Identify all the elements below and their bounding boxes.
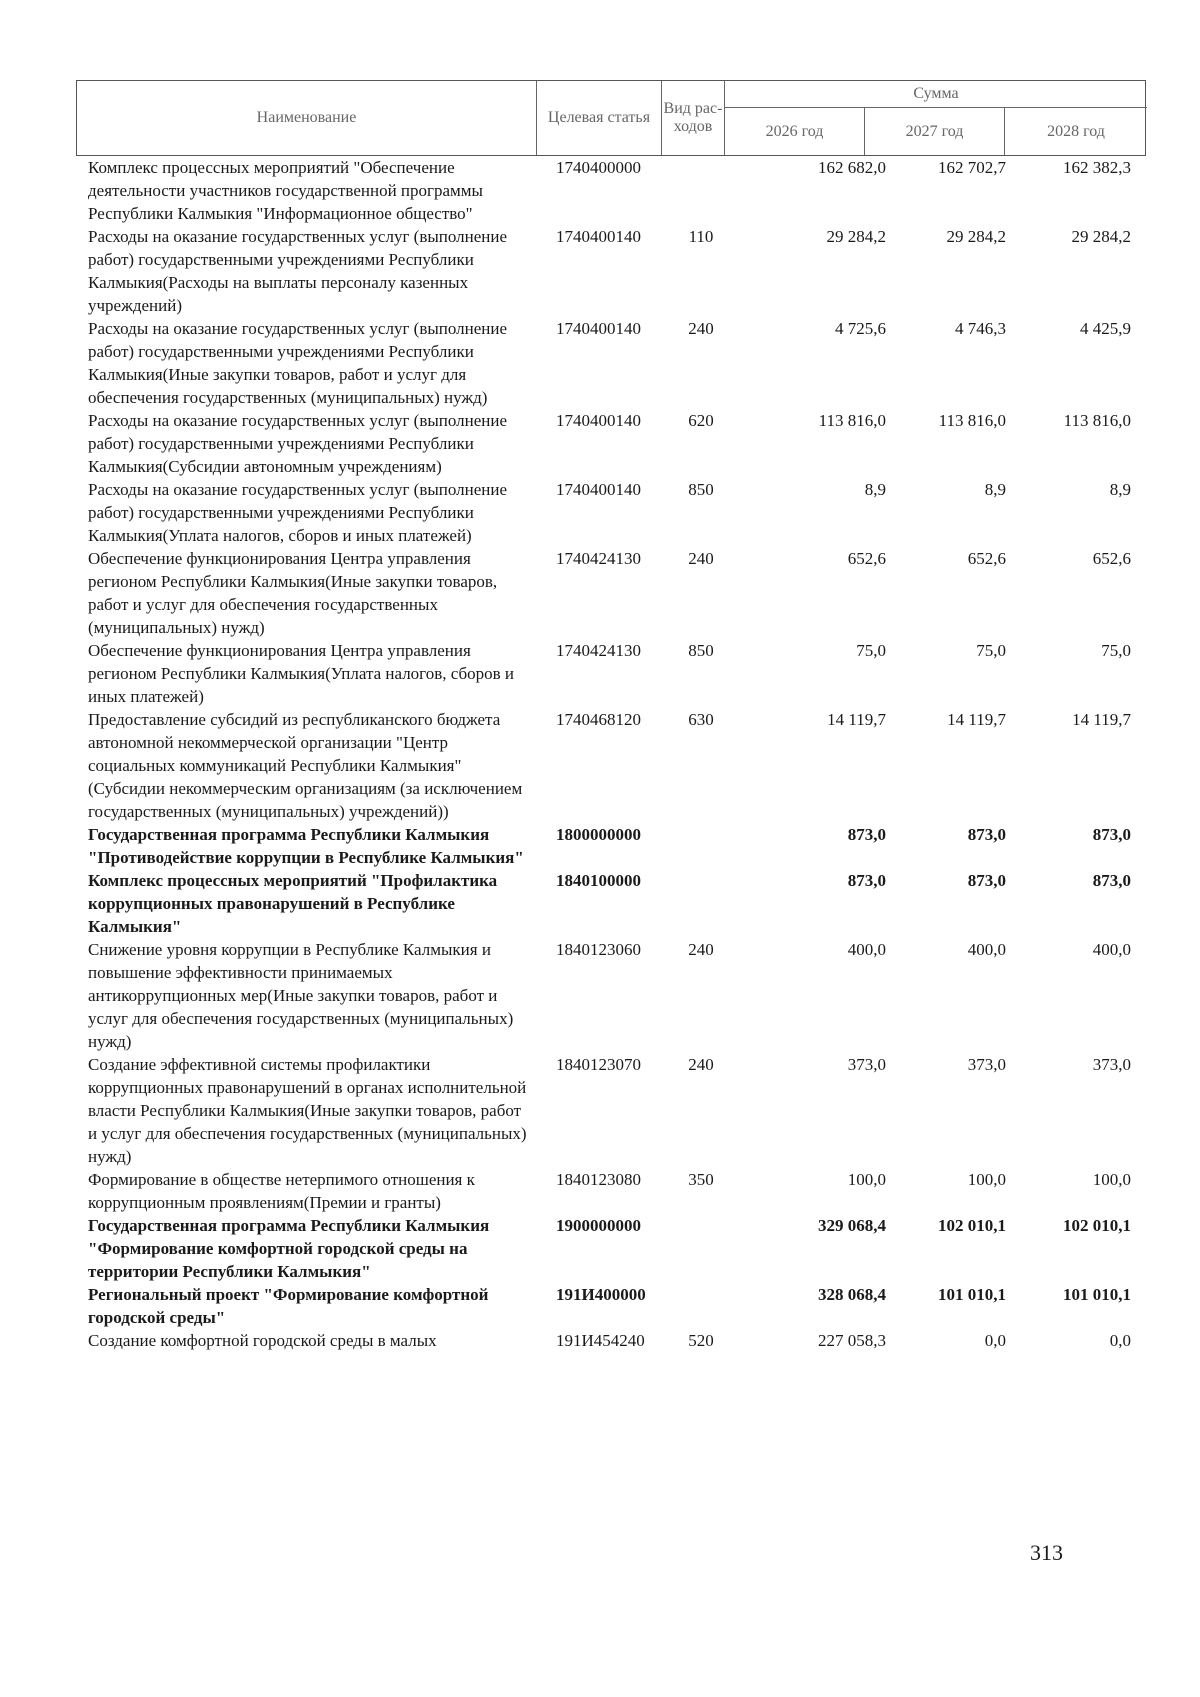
row-value-2026: 652,6 [847, 549, 886, 568]
row-vid: 630 [688, 710, 714, 729]
table-row [76, 869, 1146, 938]
header-name: Наименование [77, 81, 537, 155]
table-row [76, 317, 1146, 409]
page-number: 313 [1030, 1540, 1063, 1565]
row-vid: 240 [688, 1055, 714, 1074]
table-row [76, 478, 1146, 547]
row-value-2027: 100,0 [967, 1170, 1006, 1189]
row-value-2026: 4 725,6 [835, 319, 886, 338]
row-value-2027: 652,6 [967, 549, 1006, 568]
row-vid: 240 [688, 549, 714, 568]
row-code: 191И454240 [556, 1331, 645, 1350]
row-value-2028: 100,0 [1092, 1170, 1131, 1189]
row-name: Обеспечение функционирования Центра управления регионом Республики Калмыкия(Уплата налогов, сборов и иных платежей) [88, 641, 515, 706]
table-row [76, 1329, 1146, 1352]
row-value-2027: 873,0 [967, 871, 1006, 890]
row-value-2027: 102 010,1 [938, 1216, 1006, 1235]
row-code: 1740400000 [556, 158, 641, 177]
row-value-2027: 113 816,0 [938, 411, 1006, 430]
row-value-2028: 0,0 [1109, 1331, 1131, 1350]
row-value-2027: 8,9 [984, 480, 1006, 499]
table-row [76, 823, 1146, 869]
row-value-2027: 400,0 [967, 940, 1006, 959]
row-value-2026: 75,0 [856, 641, 886, 660]
row-value-2028: 162 382,3 [1063, 158, 1131, 177]
row-name: Обеспечение функционирования Центра управления регионом Республики Калмыкия(Иные закупки товаров, работ и услуг для обеспечения государственных (муниципальных) нужд) [88, 549, 498, 637]
row-value-2027: 101 010,1 [938, 1285, 1006, 1304]
row-value-2027: 75,0 [976, 641, 1006, 660]
table-row [76, 639, 1146, 708]
row-value-2026: 873,0 [847, 871, 886, 890]
row-name: Государственная программа Республики Калмыкия "Противодействие коррупции в Республике Калмыкия" [88, 825, 524, 867]
row-code: 1740400140 [556, 411, 641, 430]
table-header-block [76, 80, 1146, 156]
row-value-2026: 162 682,0 [818, 158, 886, 177]
row-name: Комплекс процессных мероприятий "Обеспечение деятельности участников государственной программы Республики Калмыкия "Информационное общество" [88, 158, 483, 223]
row-code: 1840123060 [556, 940, 641, 959]
table-body [76, 156, 1146, 1352]
row-value-2028: 4 425,9 [1080, 319, 1131, 338]
row-code: 1740400140 [556, 319, 641, 338]
row-value-2028: 101 010,1 [1063, 1285, 1131, 1304]
row-code: 1740424130 [556, 549, 641, 568]
row-name: Создание эффективной системы профилактики коррупционных правонарушений в органах исполнительной власти Республики Калмыкия(Иные закупки товаров, работ и услуг для обеспечения государственных (муниципальных) нужд) [88, 1055, 527, 1166]
row-code: 1740400140 [556, 227, 641, 246]
header-year-2028: 2028 год [1047, 122, 1105, 140]
row-vid: 850 [688, 480, 714, 499]
row-value-2026: 329 068,4 [818, 1216, 886, 1235]
row-value-2026: 227 058,3 [818, 1331, 886, 1350]
row-name: Предоставление субсидий из республиканского бюджета автономной некоммерческой организации "Центр социальных коммуникаций Республики Калмыкия"(Субсидии некоммерческим организациям (за исключением государственных (муниципальных) учреждений)) [88, 710, 523, 821]
row-value-2028: 102 010,1 [1063, 1216, 1131, 1235]
row-name: Формирование в обществе нетерпимого отношения к коррупционным проявлениям(Премии и гранты) [88, 1170, 475, 1212]
row-value-2028: 29 284,2 [1071, 227, 1131, 246]
row-vid: 520 [688, 1331, 714, 1350]
row-value-2028: 75,0 [1101, 641, 1131, 660]
row-code: 1740424130 [556, 641, 641, 660]
row-value-2027: 4 746,3 [955, 319, 1006, 338]
row-value-2026: 328 068,4 [818, 1285, 886, 1304]
row-code: 1900000000 [556, 1216, 641, 1235]
row-vid: 240 [688, 940, 714, 959]
row-value-2026: 373,0 [847, 1055, 886, 1074]
table-row [76, 1214, 1146, 1283]
row-vid: 240 [688, 319, 714, 338]
row-value-2027: 162 702,7 [938, 158, 1006, 177]
row-name: Снижение уровня коррупции в Республике Калмыкия и повышение эффективности принимаемых антикоррупционных мер(Иные закупки товаров, работ и услуг для обеспечения государственных (муниципальных) нужд) [88, 940, 514, 1051]
row-value-2028: 873,0 [1092, 871, 1131, 890]
row-code: 1840100000 [556, 871, 641, 890]
row-name: Расходы на оказание государственных услуг (выполнение работ) государственными учреждениями Республики Калмыкия(Расходы на выплаты персоналу казенных учреждений) [88, 227, 508, 315]
table-row [76, 156, 1146, 225]
row-code: 1800000000 [556, 825, 641, 844]
row-value-2027: 373,0 [967, 1055, 1006, 1074]
row-vid: 350 [688, 1170, 714, 1189]
table-row [76, 1168, 1146, 1214]
row-value-2027: 0,0 [984, 1331, 1006, 1350]
header-year-2027: 2027 год [865, 108, 1005, 155]
row-value-2028: 8,9 [1109, 480, 1131, 499]
row-code: 191И400000 [556, 1285, 646, 1304]
row-name: Комплекс процессных мероприятий "Профилактика коррупционных правонарушений в Республике Калмыкия" [88, 871, 498, 936]
row-code: 1840123070 [556, 1055, 641, 1074]
table-row [76, 1053, 1146, 1168]
table-header [76, 80, 1146, 156]
header-year-2026: 2026 год [725, 108, 865, 155]
header-code: Целевая статья [537, 81, 662, 155]
row-vid: 850 [688, 641, 714, 660]
row-value-2026: 29 284,2 [826, 227, 886, 246]
row-name: Расходы на оказание государственных услуг (выполнение работ) государственными учреждениями Республики Калмыкия(Иные закупки товаров, работ и услуг для обеспечения государственных (муниципальных) нужд) [88, 319, 508, 407]
row-value-2028: 873,0 [1092, 825, 1131, 844]
table-row [76, 547, 1146, 639]
row-name: Расходы на оказание государственных услуг (выполнение работ) государственными учреждениями Республики Калмыкия(Субсидии автономным учреждениям) [88, 411, 508, 476]
row-value-2026: 400,0 [847, 940, 886, 959]
row-value-2026: 100,0 [847, 1170, 886, 1189]
table-row [76, 409, 1146, 478]
row-value-2028: 113 816,0 [1063, 411, 1131, 430]
row-value-2028: 14 119,7 [1072, 710, 1131, 729]
table-row [76, 708, 1146, 823]
row-value-2028: 400,0 [1092, 940, 1131, 959]
row-value-2026: 113 816,0 [818, 411, 886, 430]
table-row [76, 1283, 1146, 1329]
row-vid: 110 [688, 227, 714, 246]
row-value-2027: 873,0 [967, 825, 1006, 844]
row-code: 1740468120 [556, 710, 641, 729]
row-value-2027: 29 284,2 [946, 227, 1006, 246]
row-name: Создание комфортной городской среды в малых [88, 1331, 437, 1350]
header-sum: Сумма [725, 81, 1147, 108]
table-row [76, 938, 1146, 1053]
row-vid: 620 [688, 411, 714, 430]
row-name: Региональный проект "Формирование комфортной городской среды" [88, 1285, 489, 1327]
row-code: 1840123080 [556, 1170, 641, 1189]
row-name: Государственная программа Республики Калмыкия "Формирование комфортной городской среды на территории Республики Калмыкия" [88, 1216, 490, 1281]
row-value-2028: 652,6 [1092, 549, 1131, 568]
row-name: Расходы на оказание государственных услуг (выполнение работ) государственными учреждениями Республики Калмыкия(Уплата налогов, сборов и иных платежей) [88, 480, 508, 545]
row-value-2026: 873,0 [847, 825, 886, 844]
row-value-2027: 14 119,7 [947, 710, 1006, 729]
row-code: 1740400140 [556, 480, 641, 499]
row-value-2026: 14 119,7 [827, 710, 886, 729]
row-value-2026: 8,9 [864, 480, 886, 499]
header-vid: Вид рас- ходов [662, 81, 725, 155]
row-value-2028: 373,0 [1092, 1055, 1131, 1074]
table-row [76, 225, 1146, 317]
